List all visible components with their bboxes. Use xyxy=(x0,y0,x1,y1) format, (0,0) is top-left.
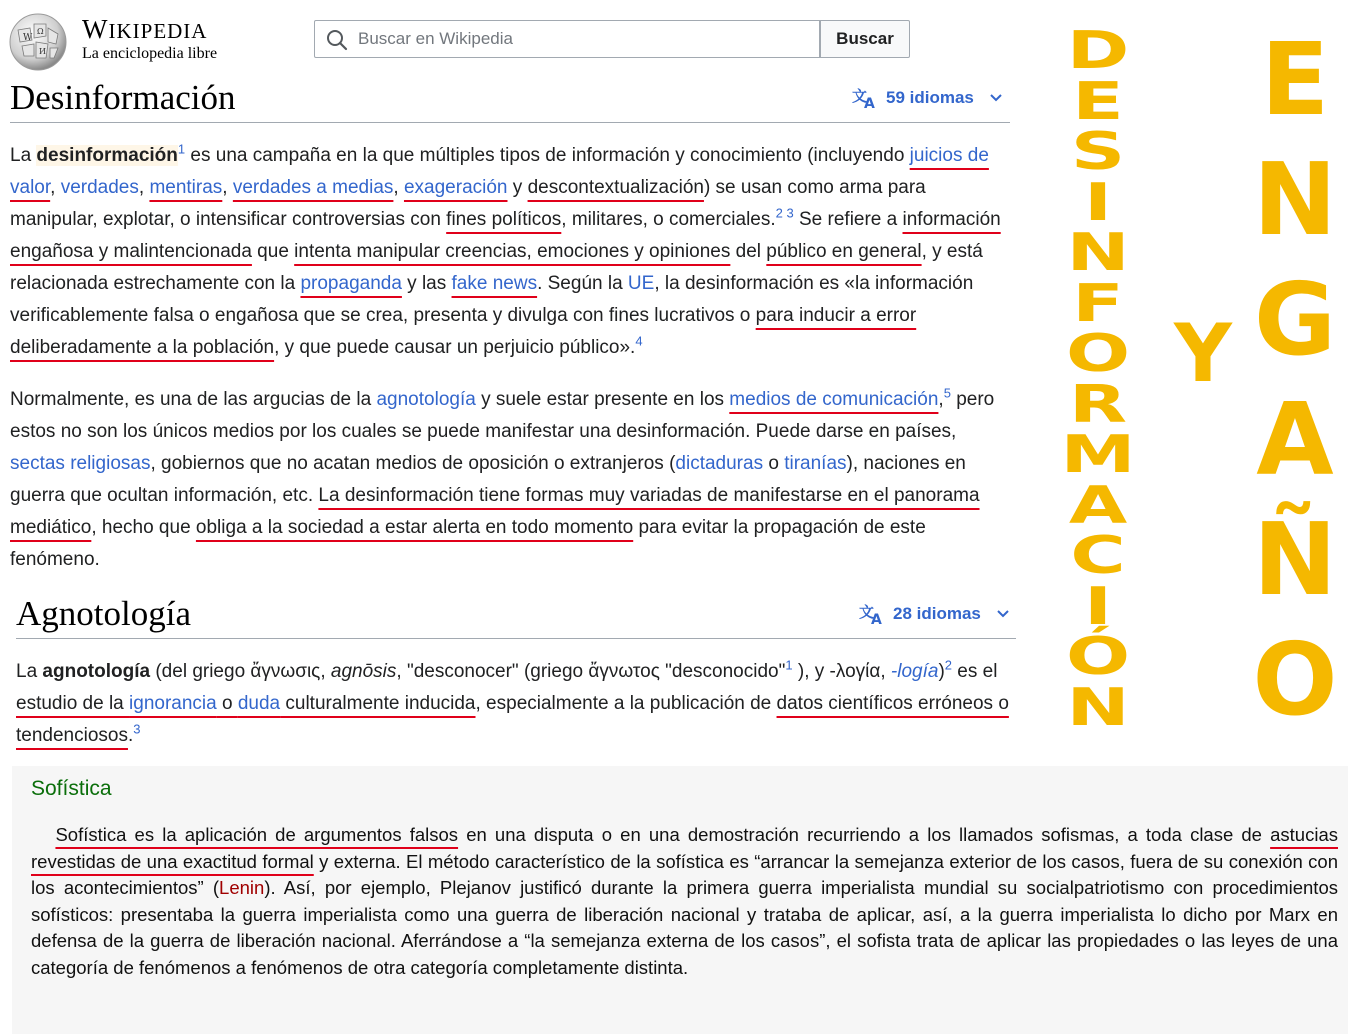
svg-text:W: W xyxy=(23,33,33,43)
sofistica-title: Sofística xyxy=(31,777,112,800)
link-ignorancia[interactable]: ignorancia xyxy=(129,693,217,714)
link-exageracion[interactable]: exageración xyxy=(403,177,508,198)
link-ue[interactable]: UE xyxy=(627,273,655,294)
tagline: La enciclopedia libre xyxy=(82,45,218,62)
language-button[interactable] xyxy=(852,87,1004,109)
link-verdades-a-medias[interactable]: verdades a medias xyxy=(232,177,394,198)
ref-5[interactable]: 5 xyxy=(943,385,951,401)
translate-icon xyxy=(859,603,885,625)
link-duda[interactable]: duda xyxy=(237,693,281,714)
link-dictaduras[interactable]: dictaduras xyxy=(675,453,764,474)
search-input[interactable] xyxy=(358,22,813,56)
svg-text:И: И xyxy=(39,47,46,56)
language-button-2[interactable] xyxy=(859,603,1011,625)
article2-paragraph-1: La agnotología (del griego ἄγνωσις, agnōsis, "desconocer" (griego ἄγνωτος "desconocido"$^1$ ), y -λογία, -logía)$^2$ es el estudio de la ignorancia o duda culturalmente inducida, especialmente a la publicación de datos científicos erróneos o tendenciosos.$^3$ xyxy=(16,657,1009,746)
ref-a3[interactable]: 3 xyxy=(133,721,141,737)
section-title-agnotologia: Agnotología xyxy=(16,594,191,633)
svg-text:A: A xyxy=(864,96,875,109)
wordmark-first: W xyxy=(82,14,109,44)
search-icon xyxy=(326,29,348,51)
article1-paragraph-1: La desinformación$^1$ es una campaña en la que múltiples tipos de información y conocimiento (incluyendo juicios de valor, verdades, mentiras, verdades a medias, exageración y descontextualización) se usan como arma para manipular, explotar, o intensificar controversias con fines políticos, militares, o comerciales.$^{2 3}$ Se refiere a información engañosa y malintencionada que intenta manipular creencias, emociones y opiniones del público en general, y está relacionada estrechamente con la propaganda y las fake news. Según la UE, la desinformación es «la información verificablemente falsa o engañosa que se crea, presenta y divulga con fines lucrativos o para inducir a error deliberadamente a la población, y que puede causar un perjuicio público».$^4$ xyxy=(10,141,1001,358)
wikipedia-wordmark[interactable] xyxy=(82,14,207,45)
language-count: 59 idiomas xyxy=(886,88,974,107)
article1-paragraph-2: Normalmente, es una de las argucias de la agnotología y suele estar presente en los medios de comunicación,$^5$ pero estos no son los únicos medios por los cuales se puede manifestar una desinformación. Puede darse en países, sectas religiosas, gobiernos que no acatan medios de oposición o extranjeros (dictaduras o tiranías), naciones en guerra que ocultan información, etc. La desinformación tiene formas muy variadas de manifestarse en el panorama mediático, hecho que obliga a la sociedad a estar alerta en todo momento para evitar la propagación de este fenómeno. xyxy=(10,385,995,570)
page-title: Desinformación xyxy=(10,78,236,117)
link-lenin[interactable]: Lenin xyxy=(219,877,265,898)
ref-4[interactable]: 4 xyxy=(635,333,643,349)
link-sectas-religiosas[interactable]: sectas religiosas xyxy=(10,453,151,474)
overlay-desinformacion: D E S I N F O R M A C I Ó N xyxy=(1060,21,1136,738)
chevron-down-icon xyxy=(988,92,1004,104)
link-tiranias[interactable]: tiranías xyxy=(784,453,847,474)
ref-2-3[interactable]: 2 3 xyxy=(775,205,794,221)
sofistica-text: Sofística es la aplicación de argumentos falsos en una disputa o en una demostración recurriendo a los llamados sofismas, a toda clase de astucias revestidas de una exactitud formal y externa. El método característico de la sofística es “arrancar la semejanza exterior de los casos, fuera de su conexión con los acontecimientos” (Lenin). Así, por ejemplo, Plejanov justificó durante la primera guerra imperialista mundial su socialpatriotismo con procedimientos sofísticos: presentaba la guerra imperialista como una guerra de liberación nacional y trataba de aplicar, así, a la guerra imperialista lo dicho por Marx en defensa de la guerra de liberación nacional. Aferrándose a “la semejanza externa de los casos”, el sofista trata de aplicar las propiedades o las leyes de una categoría de fenómenos a fenómenos de otra categoría completamente distinta. xyxy=(31,824,1339,978)
wikipedia-globe-logo[interactable] xyxy=(8,12,68,72)
link-fake-news[interactable]: fake news xyxy=(451,273,538,294)
link-logia[interactable]: -logía xyxy=(890,661,939,682)
link-verdades[interactable]: verdades xyxy=(60,177,139,198)
svg-text:文: 文 xyxy=(852,87,868,105)
title-divider xyxy=(10,122,1010,123)
svg-text:Ω: Ω xyxy=(37,27,44,36)
link-juicios-de-valor[interactable]: juicios de valor xyxy=(10,145,989,198)
wordmark-rest: IKIPEDIA xyxy=(108,19,208,43)
svg-text:A: A xyxy=(871,612,882,625)
ref-1[interactable]: 1 xyxy=(177,141,186,157)
link-agnotologia[interactable]: agnotología xyxy=(376,389,476,410)
ref-a1[interactable]: 1 xyxy=(785,657,793,673)
overlay-engano: E N G A Ñ O xyxy=(1252,21,1338,738)
title-divider-2 xyxy=(16,638,1016,639)
svg-text:文: 文 xyxy=(859,603,875,621)
link-medios-de-comunicacion[interactable]: medios de comunicación xyxy=(729,389,939,410)
link-mentiras[interactable]: mentiras xyxy=(149,177,223,198)
link-propaganda[interactable]: propaganda xyxy=(300,273,402,294)
ref-a2[interactable]: 2 xyxy=(944,657,952,673)
term-agnotologia: agnotología xyxy=(42,661,151,682)
term-desinformacion: desinformación xyxy=(36,145,178,166)
overlay-y: Y xyxy=(1174,307,1232,400)
translate-icon xyxy=(852,87,878,109)
language-count-2: 28 idiomas xyxy=(893,604,981,623)
search-button[interactable]: Buscar xyxy=(820,20,910,58)
chevron-down-icon xyxy=(995,608,1011,620)
